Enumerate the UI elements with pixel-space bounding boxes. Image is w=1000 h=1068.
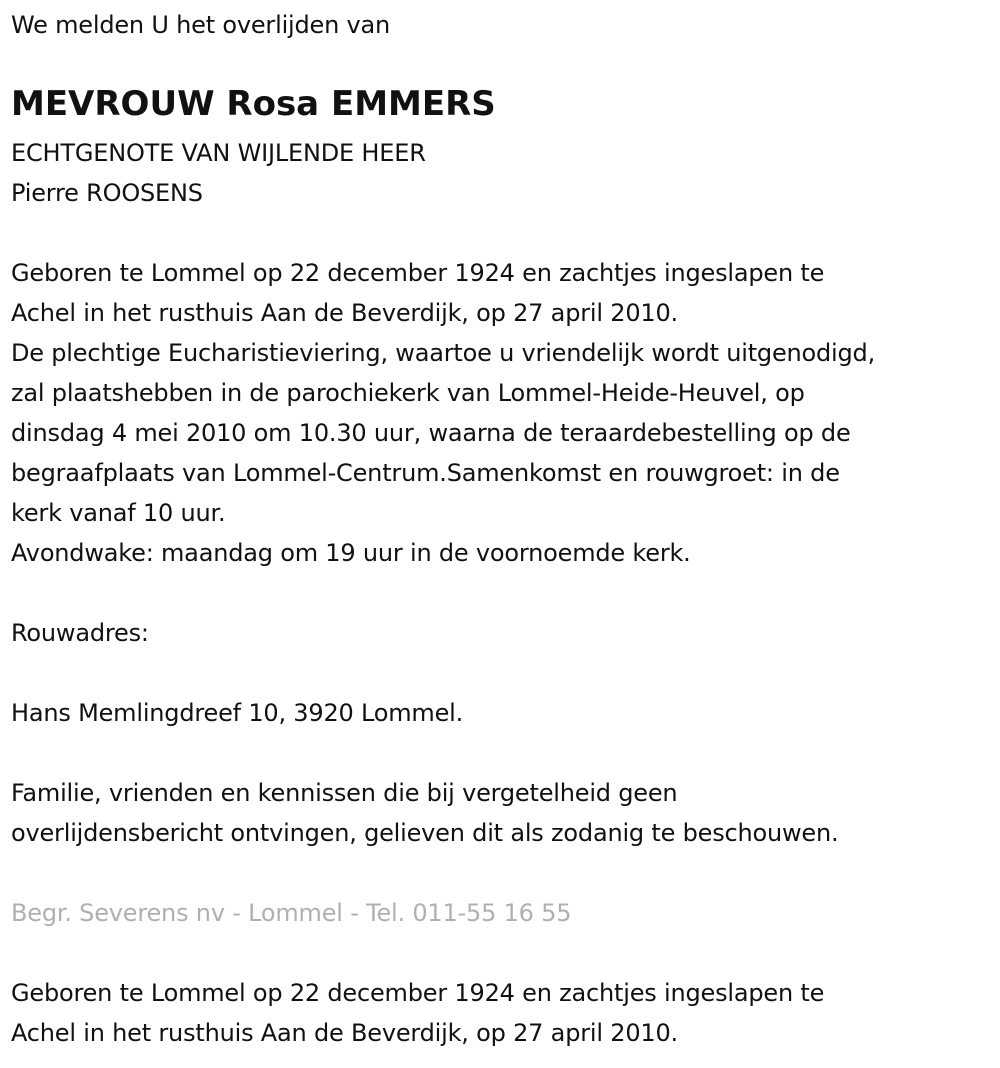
body-line: De plechtige Eucharistieviering, waartoe u vriendelijk wordt uitgenodigd, <box>11 339 876 367</box>
body-line: begraafplaats van Lommel-Centrum.Samenkomst en rouwgroet: in de <box>11 459 840 487</box>
spouse-name: Pierre ROOSENS <box>11 179 203 207</box>
vigil-line: Avondwake: maandag om 19 uur in de voornoemde kerk. <box>11 539 691 567</box>
undertaker-info: Begr. Severens nv - Lommel - Tel. 011-55 16 55 <box>11 899 572 927</box>
body-line: Achel in het rusthuis Aan de Beverdijk, op 27 april 2010. <box>11 299 678 327</box>
body-line: zal plaatshebben in de parochiekerk van Lommel-Heide-Heuvel, op <box>11 379 805 407</box>
family-line: overlijdensbericht ontvingen, gelieven dit als zodanig te beschouwen. <box>11 819 839 847</box>
repeat-line: Geboren te Lommel op 22 december 1924 en zachtjes ingeslapen te <box>11 979 825 1007</box>
address: Hans Memlingdreef 10, 3920 Lommel. <box>11 699 464 727</box>
family-line: Familie, vrienden en kennissen die bij vergetelheid geen <box>11 779 678 807</box>
address-label: Rouwadres: <box>11 619 149 647</box>
body-line: kerk vanaf 10 uur. <box>11 499 226 527</box>
body-line: dinsdag 4 mei 2010 om 10.30 uur, waarna de teraardebestelling op de <box>11 419 851 447</box>
spouse-label: ECHTGENOTE VAN WIJLENDE HEER <box>11 139 426 167</box>
repeat-line: Achel in het rusthuis Aan de Beverdijk, op 27 april 2010. <box>11 1019 678 1047</box>
deceased-name: MEVROUW Rosa EMMERS <box>11 84 496 124</box>
intro-text: We melden U het overlijden van <box>11 11 391 39</box>
body-line: Geboren te Lommel op 22 december 1924 en zachtjes ingeslapen te <box>11 259 825 287</box>
